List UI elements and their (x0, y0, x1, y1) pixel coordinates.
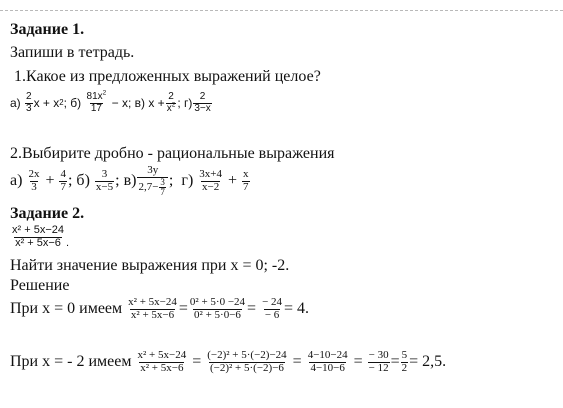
task1-instruction: Запиши в тетрадь. (10, 44, 135, 61)
separator: ; (177, 96, 181, 110)
step-text: При x = - 2 имеем (10, 353, 132, 371)
question1-options: а) $\frac{2}{3}$ x + x 2 ; б) $\frac{81x^2}{17}$ − x; в) x + $\frac{2}{x^2}$ ; г) $\frac{2}{3-x}$ (10, 89, 211, 114)
option-d-label: г) (184, 96, 193, 110)
fraction: $\frac{- 24}{- 6}$ (262, 296, 283, 321)
solution-step-1 (10, 297, 309, 321)
fraction: $\frac{\text{x² + 5x−24}}{\text{x² + 5x−6}}$ (137, 349, 187, 374)
step-text: При x = 0 имеем (10, 300, 123, 318)
solution-step-2 (10, 350, 446, 374)
result: = 2,5. (409, 353, 447, 371)
fraction: $\frac{\text{x² + 5x−24}}{\text{x² + 5x−6}}$ (128, 296, 177, 321)
solution-heading: Решение (10, 277, 70, 294)
plus-sign: + (45, 172, 55, 190)
fraction: 3y 2,7− $\frac{3}{7}$ (137, 165, 167, 197)
fraction: $\frac{x}{7}$ (243, 168, 249, 193)
separator: ; (67, 172, 73, 190)
fraction: $\frac{2}{x^2}$ (166, 91, 176, 114)
option-a-label: а) (10, 96, 21, 110)
separator: ; (63, 96, 67, 110)
fraction: $\frac{3}{x-5}$ (95, 168, 114, 193)
task1-heading: Задание 1. (10, 21, 85, 38)
option-d-label: г) (181, 172, 194, 190)
fraction: $\frac{4-10-24}{4-10-6}$ (307, 349, 348, 374)
equals-sign: = (247, 300, 257, 318)
fraction: $\frac{\text{0² + 5·0 −24}}{\text{0² + 5·0−6}}$ (189, 296, 246, 321)
separator: ; (168, 172, 174, 190)
separator: ; (115, 172, 120, 190)
question2-options (10, 165, 251, 197)
equals-sign: = (390, 353, 400, 371)
plus-sign: + (227, 172, 238, 190)
option-a-label: а) (10, 172, 23, 190)
option-c-label: в) x + (134, 96, 165, 110)
fraction: $\frac{\text{(−2)² + 5·(−2)−24}}{\text{(−2)² + 5·(−2)−6}}$ (207, 349, 287, 374)
fraction: $\frac{2}{3-x}$ (194, 91, 211, 114)
top-divider (0, 10, 563, 11)
task2-heading: Задание 2. (10, 205, 85, 222)
result: = 4. (284, 300, 310, 318)
option-b-label: б) (76, 172, 90, 190)
fraction: $\frac{\text{x² + 5x−24}}{\text{x² + 5x−6}}$ (12, 224, 64, 249)
task1-question2: 2.Выбирите дробно - рациональные выражения (10, 145, 335, 162)
period: . (65, 237, 70, 250)
task2-expression (10, 225, 69, 249)
fraction: $\frac{3x+4}{x-2}$ (199, 168, 222, 193)
fraction: $\frac{4}{7}$ (60, 168, 66, 193)
task1-question1: 1.Какое из предложенных выражений целое? (14, 68, 321, 85)
expression-text: x + x (33, 96, 60, 110)
option-b-label: б) (70, 96, 82, 110)
task2-find-text: Найти значение выражения при x = 0; -2. (10, 257, 290, 274)
equals-sign: = (192, 353, 202, 371)
fraction: $\frac{- 30}{- 12}$ (368, 349, 389, 374)
equals-sign: = (353, 353, 363, 371)
equals-sign: = (178, 300, 188, 318)
fraction: $\frac{5}{2}$ (401, 349, 408, 374)
fraction: $\frac{2x}{3}$ (28, 168, 40, 193)
option-c-label: в) (123, 172, 137, 190)
fraction: $\frac{2}{3}$ (26, 91, 32, 114)
expression-text: − x; (111, 96, 132, 110)
equals-sign: = (292, 353, 302, 371)
fraction: $\frac{81x^2}{17}$ (86, 89, 107, 114)
